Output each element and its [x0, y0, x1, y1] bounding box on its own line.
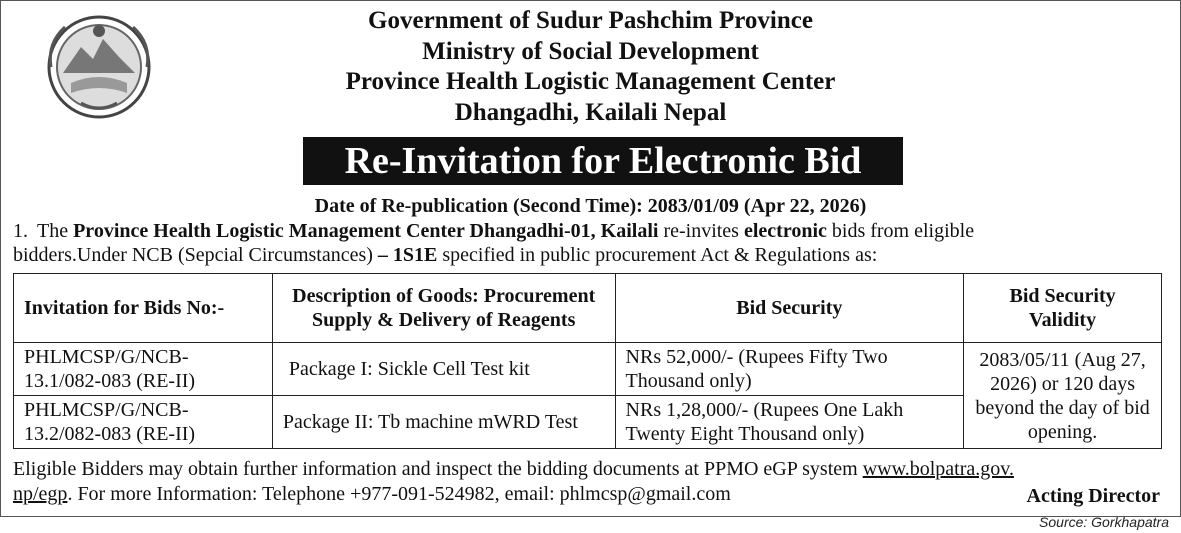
header-bid-security: Bid Security — [615, 274, 964, 343]
bid-no-cell: PHLMCSP/G/NCB-13.2/082-083 (RE-II) — [14, 396, 273, 449]
bid-no-cell: PHLMCSP/G/NCB-13.1/082-083 (RE-II) — [14, 343, 273, 396]
bid-table — [13, 273, 1162, 449]
paragraph-line-1: The Province Health Logistic Management Center Dhangadhi-01, Kailali re-invites electronic bids from eligible — [37, 220, 975, 242]
header-bid-no: Invitation for Bids No:- — [14, 274, 273, 343]
footer-info — [13, 457, 1161, 507]
notice-title-banner: Re-Invitation for Electronic Bid — [303, 137, 903, 185]
description-cell: Package I: Sickle Cell Test kit — [272, 343, 615, 396]
egp-link[interactable]: www.bolpatra.gov. — [862, 458, 1014, 480]
egp-link-continued[interactable]: np/egp — [13, 483, 68, 505]
table-row — [14, 343, 1162, 396]
signatory: Acting Director — [1026, 485, 1160, 507]
header-line-4: Dhangadhi, Kailali Nepal — [454, 99, 727, 126]
validity-cell: 2083/05/11 (Aug 27, 2026) or 120 days beyond the day of bid opening. — [964, 343, 1162, 449]
bid-mode: electronic — [743, 220, 827, 242]
procurement-method: – 1S1E — [377, 244, 438, 266]
footer-text: Eligible Bidders may obtain further information and inspect the bidding documents at PPMO eGP system — [13, 458, 863, 480]
footer-contact: . For more Information: Telephone +977-091-524982, email: phlmcsp@gmail.com — [67, 483, 731, 505]
invitation-paragraph — [13, 219, 1161, 267]
description-cell: Package II: Tb machine mWRD Test — [272, 396, 615, 449]
procuring-entity: Province Health Logistic Management Center Dhangadhi-01, Kailali — [73, 220, 659, 242]
header-line-1: Government of Sudur Pashchim Province — [368, 7, 813, 34]
publication-date: Date of Re-publication (Second Time): 2083/01/09 (Apr 22, 2026) — [314, 195, 867, 217]
header-line-3: Province Health Logistic Management Center — [345, 68, 836, 95]
security-cell: NRs 1,28,000/- (Rupees One Lakh Twenty Eight Thousand only) — [615, 396, 964, 449]
table-header-row — [14, 274, 1162, 343]
security-cell: NRs 52,000/- (Rupees Fifty Two Thousand only) — [615, 343, 964, 396]
paragraph-number: 1. — [13, 220, 28, 242]
paragraph-line-2: bidders.Under NCB (Sepcial Circumstances) – 1S1E specified in public procurement Act & Regulations as: — [13, 244, 878, 266]
header-validity: Bid Security Validity — [964, 274, 1162, 343]
source-credit: Source: Gorkhapatra — [1039, 514, 1169, 530]
header-line-2: Ministry of Social Development — [422, 38, 759, 65]
header-description: Description of Goods: Procurement Supply & Delivery of Reagents — [272, 274, 615, 343]
